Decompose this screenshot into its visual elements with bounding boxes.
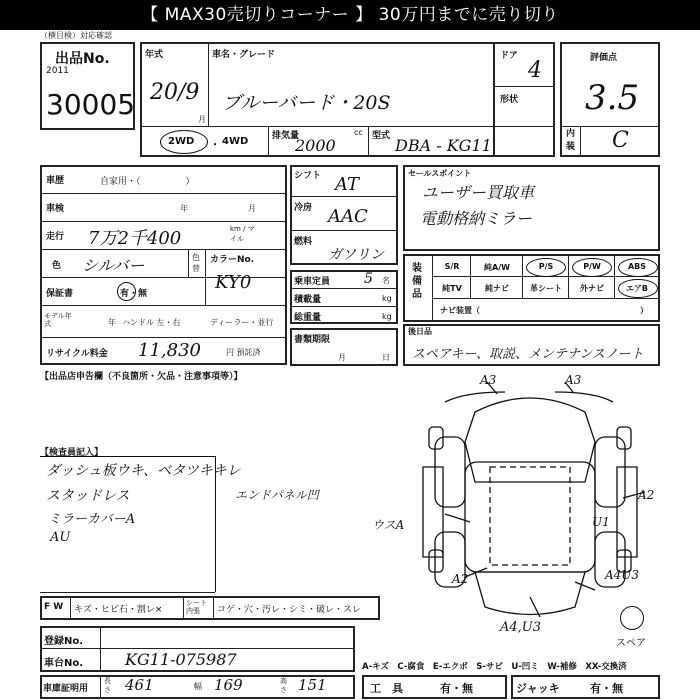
width-label: 幅 bbox=[194, 682, 202, 691]
grade-label: 評価点 bbox=[590, 53, 618, 63]
equip-tv: 純TV bbox=[442, 284, 462, 293]
colorcode-label: カラーNo. bbox=[210, 255, 255, 265]
mileage-label: 走行 bbox=[46, 232, 65, 242]
grade-value: 3.5 bbox=[585, 78, 640, 118]
mileage-units: km / マイル bbox=[230, 225, 255, 243]
color-value: シルバー bbox=[82, 256, 145, 275]
banner-title: 【 MAX30売切りコーナー 】 30万円までに売り切り bbox=[0, 0, 700, 30]
load-label: 積載量 bbox=[294, 295, 322, 305]
car-diagram bbox=[405, 372, 655, 632]
equip-sr: S/R bbox=[444, 262, 460, 271]
inspector-line2: スタッドレス bbox=[46, 488, 130, 504]
color-label: 色 bbox=[52, 261, 62, 271]
door-value: 4 bbox=[528, 58, 542, 83]
mark-bottom-left: A2 bbox=[452, 572, 469, 586]
type-label: 型式 bbox=[372, 131, 391, 141]
shift-value: AT bbox=[335, 174, 360, 195]
mark-left-mid: ウスA bbox=[372, 518, 405, 532]
navi-label: ナビ装置（ bbox=[440, 306, 480, 315]
after-value: スペアキー、取説、メンテナンスノート bbox=[412, 347, 644, 362]
mark-top-right: A3 bbox=[565, 373, 582, 387]
mark-bottom-right: A4U3 bbox=[605, 568, 640, 582]
drive-2wd: 2WD bbox=[168, 136, 195, 147]
interior-value: C bbox=[612, 128, 629, 153]
fw-label: F W bbox=[44, 602, 64, 612]
lot-label: 出品No. bbox=[55, 51, 110, 67]
inspector-label: 【検査員記入】 bbox=[40, 448, 104, 458]
colorcode-value: KY0 bbox=[215, 272, 252, 293]
year-value: 20/9 bbox=[150, 80, 200, 105]
equip-ext-navi: 外ナビ bbox=[580, 284, 604, 293]
lot-year: 2011 bbox=[46, 66, 69, 76]
doc-label: 書類期限 bbox=[294, 335, 331, 345]
year-month-unit: 月 bbox=[198, 115, 206, 124]
equip-airbag: エアB bbox=[625, 284, 649, 293]
equip-abs-circle bbox=[618, 258, 658, 277]
jack-label: ジャッキ bbox=[516, 682, 560, 695]
year-label: 年式 bbox=[145, 50, 164, 60]
warranty-label: 保証書 bbox=[46, 289, 74, 299]
inspection-year-unit: 年 bbox=[180, 204, 188, 213]
seat-items: コゲ・穴・汚レ・シミ・破レ・スレ bbox=[217, 605, 362, 615]
equip-abs: ABS bbox=[627, 262, 647, 271]
notice-label: 【出品店申告欄（不良箇所・欠品・注意事項等）】 bbox=[40, 372, 243, 382]
damage-legend: A-キズ C-腐食 E-エクボ S-サビ U-凹ミ W-補修 XX-交換済 bbox=[362, 662, 627, 672]
left-details-box bbox=[40, 165, 287, 365]
handle-label: ハンドル 左・右 bbox=[122, 318, 181, 327]
mark-right-mid: A2 bbox=[638, 488, 655, 502]
drive-4wd: 4WD bbox=[222, 136, 249, 147]
equip-ps: P/S bbox=[538, 262, 554, 271]
jack-options: 有・無 bbox=[590, 682, 623, 695]
dealer-label: ディーラー・並行 bbox=[210, 318, 274, 327]
equip-leather: 革シート bbox=[530, 284, 562, 293]
chassis-value: KG11-075987 bbox=[125, 650, 237, 669]
fuel-label: 燃料 bbox=[294, 237, 313, 247]
inspector-line3: ミラーカバーA bbox=[48, 512, 136, 527]
interior-label: 内装 bbox=[566, 129, 576, 152]
model-year-label: モデル年式 bbox=[44, 312, 72, 328]
recycle-unit: 円 預託済 bbox=[226, 348, 261, 357]
sales-line1: ユーザー買取車 bbox=[422, 183, 535, 202]
equip-ps-circle bbox=[526, 258, 566, 277]
equip-pw: P/W bbox=[583, 262, 601, 271]
shift-label: シフト bbox=[294, 171, 322, 181]
tools-options: 有・無 bbox=[440, 682, 473, 695]
recycle-label: リサイクル料金 bbox=[46, 349, 108, 359]
sales-label: セールスポイント bbox=[408, 169, 472, 178]
recycle-value: 11,830 bbox=[138, 340, 201, 361]
inspection-month-unit: 月 bbox=[248, 204, 256, 213]
top-note: （横目検）対応確認 bbox=[40, 31, 112, 40]
displacement-unit: cc bbox=[354, 128, 363, 137]
length-label: 長さ bbox=[104, 677, 111, 694]
spare-tire-icon bbox=[620, 606, 644, 630]
mark-right-lower: U1 bbox=[592, 515, 610, 529]
weight-label: 総重量 bbox=[294, 313, 322, 323]
fw-items: キズ・ヒビ石・割レ× bbox=[74, 605, 163, 615]
model-value: ブルーバード・20S bbox=[222, 92, 391, 114]
capacity-value: 5 bbox=[364, 271, 373, 287]
load-kg-unit: kg bbox=[382, 294, 392, 303]
fuel-value: ガソリン bbox=[328, 247, 384, 263]
type-value: DBA - KG11 bbox=[395, 136, 492, 155]
reg-label: 登録No. bbox=[44, 636, 84, 647]
mark-bottom: A4,U3 bbox=[500, 620, 542, 635]
displacement-value: 2000 bbox=[295, 136, 336, 155]
tools-label: 工 具 bbox=[370, 682, 403, 695]
spare-label: スペア bbox=[616, 638, 646, 649]
equipment-label: 装備品 bbox=[412, 263, 422, 300]
equip-alloy: 純A/W bbox=[484, 263, 510, 272]
model-label: 車名・グレード bbox=[212, 50, 276, 60]
chassis-label: 車台No. bbox=[44, 658, 84, 669]
navi-close: ） bbox=[640, 306, 648, 315]
height-value: 151 bbox=[298, 676, 327, 694]
displacement-label: 排気量 bbox=[272, 131, 300, 141]
capacity-label: 乗車定員 bbox=[294, 277, 331, 287]
after-label: 後日品 bbox=[408, 327, 432, 336]
seat-label: シート内張 bbox=[186, 599, 207, 615]
sales-line2: 電動格納ミラー bbox=[420, 209, 533, 228]
width-value: 169 bbox=[214, 676, 243, 694]
equip-airbag-circle bbox=[618, 279, 658, 298]
length-value: 461 bbox=[125, 676, 154, 694]
inspector-note-right: エンドパネル凹 bbox=[235, 488, 319, 502]
lot-number: 30005 bbox=[46, 88, 136, 121]
inspection-label: 車検 bbox=[46, 204, 65, 214]
color-change: 色替 bbox=[192, 253, 200, 273]
inspector-line1: ダッシュ板ウキ、ベタツキキレ bbox=[46, 463, 241, 479]
weight-kg-unit: kg bbox=[382, 312, 392, 321]
mileage-value: 7万2千400 bbox=[88, 228, 182, 249]
doc-day: 日 bbox=[382, 353, 390, 362]
equip-pw-circle bbox=[572, 258, 612, 277]
mark-top-left: A3 bbox=[480, 373, 497, 387]
model-year-unit: 年 bbox=[108, 318, 116, 327]
inspector-line4: AU bbox=[50, 530, 71, 545]
shape-label: 形状 bbox=[500, 95, 519, 105]
door-label: ドア bbox=[500, 51, 518, 61]
ac-label: 冷房 bbox=[294, 203, 313, 213]
history-options: 自家用・（ ） bbox=[100, 177, 195, 187]
doc-month: 月 bbox=[338, 353, 346, 362]
warranty-options: 有・無 bbox=[120, 289, 148, 299]
capacity-unit: 名 bbox=[382, 276, 390, 285]
equip-navi: 純ナビ bbox=[485, 284, 509, 293]
cert-label: 車庫証明用 bbox=[43, 684, 89, 694]
ac-value: AAC bbox=[328, 206, 368, 227]
history-label: 車歴 bbox=[46, 176, 65, 186]
height-label: 高さ bbox=[280, 677, 287, 694]
